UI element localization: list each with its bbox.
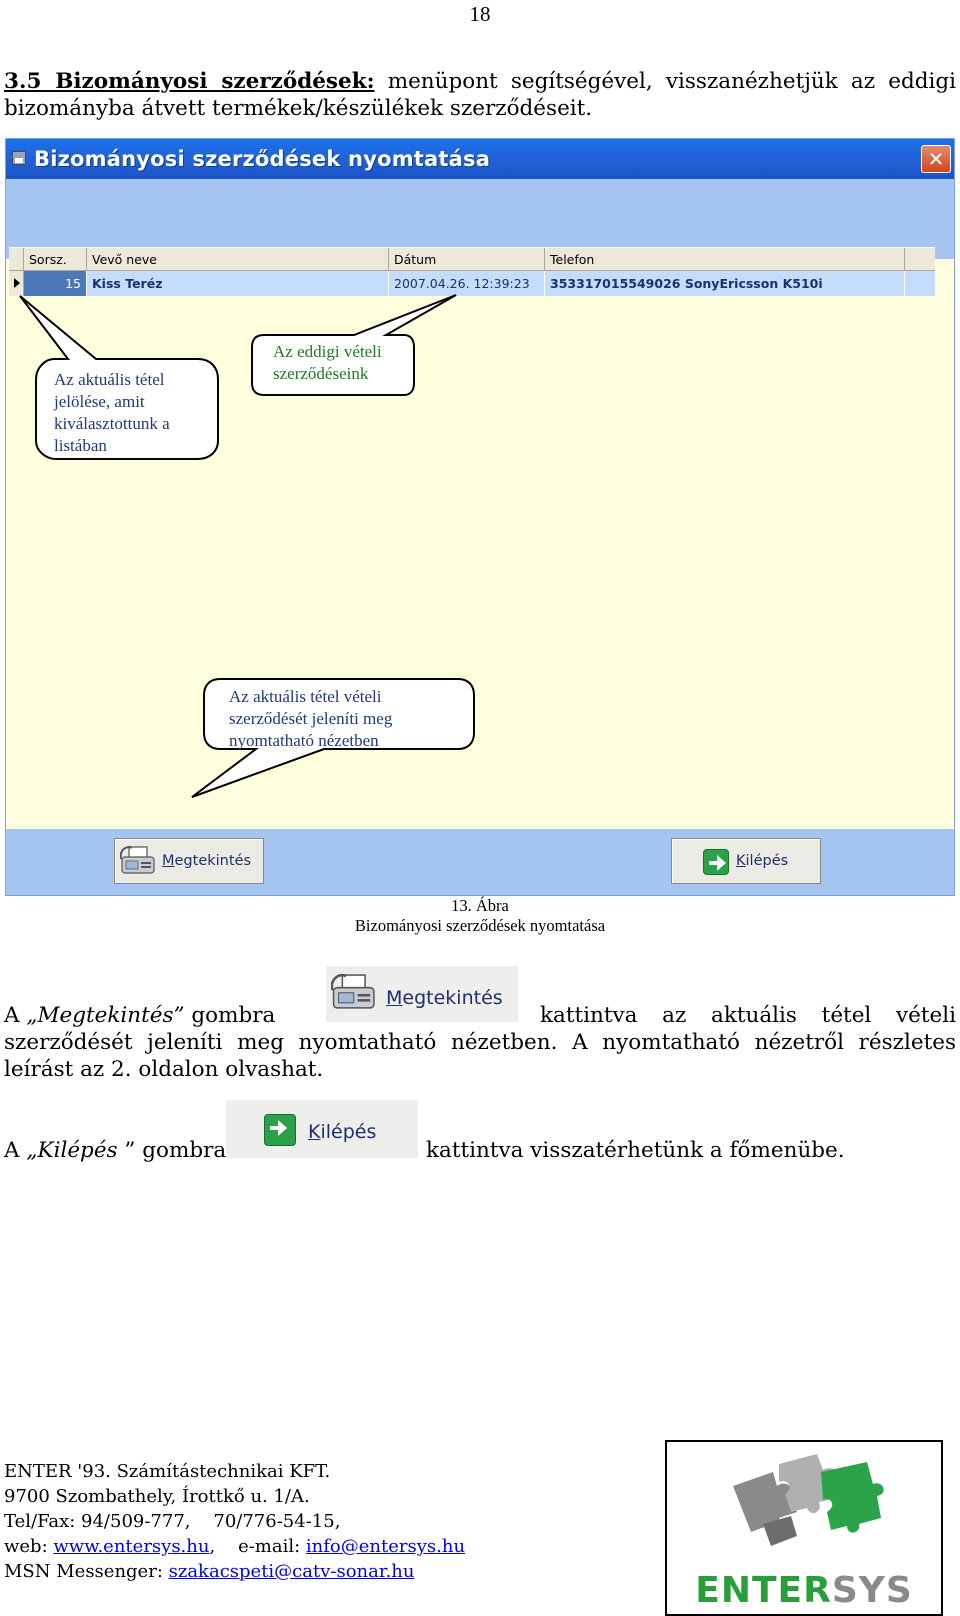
- logo-text-gray: SYS: [831, 1570, 913, 1611]
- footer-msn-link[interactable]: szakacspeti@catv-sonar.hu: [168, 1561, 415, 1582]
- para2-prefix: A: [4, 1138, 27, 1163]
- callout-contracts: Az eddigi vételi szerződéseink: [273, 342, 382, 383]
- section-title: 3.5 Bizományosi szerződések:: [4, 69, 375, 94]
- footer-email-link[interactable]: info@entersys.hu: [305, 1536, 466, 1557]
- contracts-window: [5, 138, 955, 896]
- para1-gombra: gombra: [184, 1003, 276, 1028]
- close-button[interactable]: ✕: [921, 145, 951, 173]
- inline-exit-label: Kilépés: [308, 1121, 377, 1143]
- view-button-label: Megtekintés: [162, 853, 252, 869]
- exit-arrow-icon: [264, 1114, 296, 1146]
- para1-prefix: A: [4, 1003, 27, 1028]
- footer-web-link[interactable]: www.entersys.hu: [53, 1536, 210, 1557]
- section-heading: [4, 68, 956, 122]
- para1-italic: „Megtekintés”: [26, 1003, 185, 1028]
- column-header-sorsz[interactable]: Sorsz.: [24, 248, 87, 272]
- logo-wordmark: [667, 1570, 941, 1611]
- inline-view-button: [326, 966, 518, 1022]
- footer-msn-line: [4, 1559, 414, 1584]
- column-header-datum[interactable]: Dátum: [389, 248, 545, 272]
- fax-printer-icon: [120, 845, 158, 879]
- para1-start: [4, 1002, 275, 1029]
- cell-datum: 2007.04.26. 12:39:23: [389, 271, 545, 296]
- footer-msn-label: MSN Messenger:: [4, 1561, 169, 1582]
- exit-button-label: Kilépés: [736, 853, 789, 869]
- inline-exit-button: [226, 1100, 418, 1158]
- window-title: Bizományosi szerződések nyomtatása: [34, 147, 491, 171]
- logo-text-green: ENTER: [695, 1570, 832, 1611]
- footer-phone: Tel/Fax: 94/509-777, 70/776-54-15,: [4, 1511, 341, 1532]
- inline-view-label: Megtekintés: [386, 987, 503, 1009]
- footer-email-label: , e-mail:: [209, 1536, 306, 1557]
- section-intro: menüpont segítségével, visszanézhetjük az eddigi bizományba átvett termékek/készülékek szerződéseit.: [4, 69, 956, 121]
- para1-rest: kattintva az aktuális tétel vételi: [540, 1003, 956, 1028]
- callout-shapes: [6, 139, 955, 896]
- para1-line3: leírást az 2. oldalon olvashat.: [4, 1057, 324, 1082]
- callout-selection: Az aktuális tétel jelölése, amit kiválasztottunk a listában: [54, 370, 170, 455]
- para1-line2: szerződését jeleníti meg nyomtatható nézetben. A nyomtatható nézetről részletes: [4, 1030, 956, 1055]
- column-header-telefon[interactable]: Telefon: [545, 248, 905, 272]
- exit-arrow-icon: [703, 849, 729, 875]
- para2-suffix: ” gombra: [117, 1138, 227, 1163]
- page-number: 18: [469, 2, 491, 26]
- callout-view: Az aktuális tétel vételi szerződését jeleníti meg nyomtatható nézetben: [229, 687, 393, 750]
- cell-sorsz: 15: [24, 271, 87, 296]
- figure-caption: Bizományosi szerződések nyomtatása: [354, 916, 606, 935]
- column-header-vevo[interactable]: Vevő neve: [87, 248, 389, 272]
- exit-button[interactable]: [671, 838, 821, 884]
- figure-number: 13. Ábra: [451, 896, 509, 915]
- footer-company: ENTER '93. Számítástechnikai KFT.: [4, 1461, 331, 1482]
- cell-vevo: Kiss Teréz: [87, 271, 389, 296]
- view-button[interactable]: [114, 838, 264, 884]
- footer-web-line: [4, 1534, 465, 1559]
- company-logo: [665, 1440, 943, 1616]
- footer-address: 9700 Szombathely, Írottkő u. 1/A.: [4, 1486, 310, 1507]
- para2-italic: „Kilépés: [26, 1138, 118, 1163]
- cell-telefon: 353317015549026 SonyEricsson K510i: [545, 271, 905, 296]
- puzzle-logo-icon: [667, 1442, 941, 1572]
- footer-web-label: web:: [4, 1536, 54, 1557]
- para2-start: [4, 1137, 226, 1164]
- para2-rest: kattintva visszatérhetünk a főmenübe.: [426, 1138, 845, 1163]
- fax-printer-icon: [331, 972, 379, 1016]
